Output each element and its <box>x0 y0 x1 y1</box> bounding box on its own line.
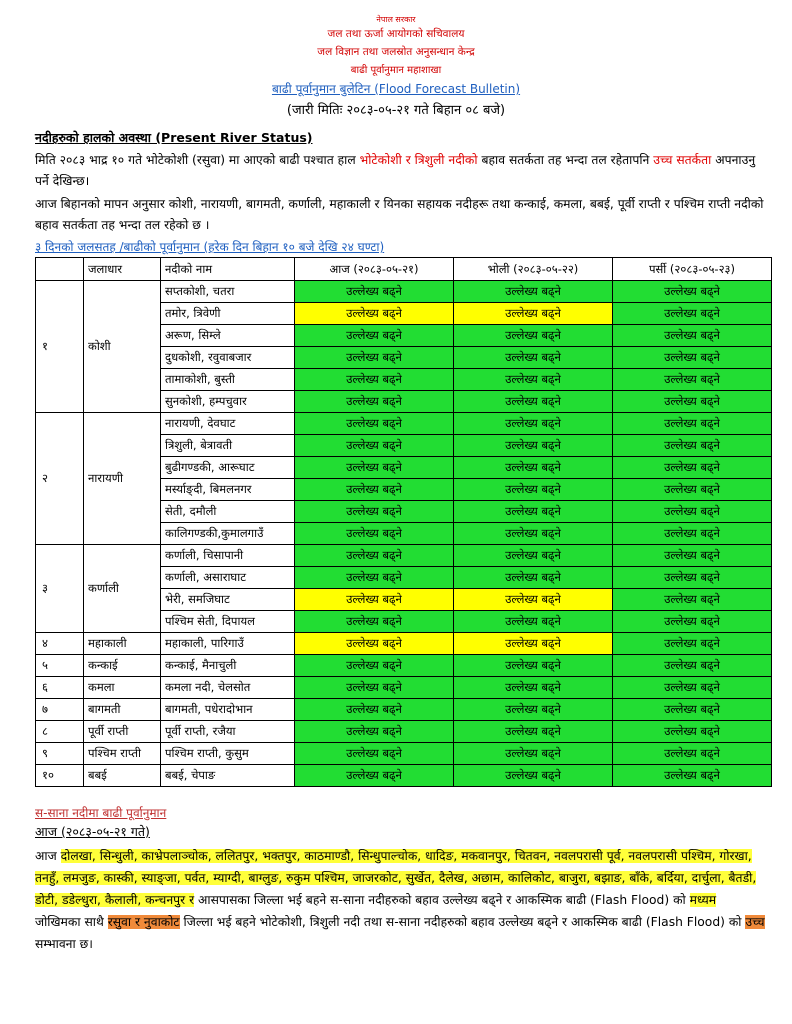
river-station: बागमती, पधेरादोभान <box>161 699 295 721</box>
bulletin-title: बाढी पूर्वानुमान बुलेटिन (Flood Forecast Bulletin) <box>271 82 521 96</box>
table-row <box>36 765 772 787</box>
forecast-day-after-cell: उल्लेख्य बढ्ने <box>613 589 772 611</box>
forecast-today-cell: उल्लेख्य बढ्ने <box>295 347 454 369</box>
header-day-after: पर्सी (२०८३-०५-२३) <box>613 258 772 281</box>
river-station: तामाकोशी, बुस्ती <box>161 369 295 391</box>
basin-name: नारायणी <box>84 413 161 545</box>
table-row <box>36 633 772 655</box>
basin-number: ५ <box>36 655 84 677</box>
river-station: नारायणी, देवघाट <box>161 413 295 435</box>
basin-number: ४ <box>36 633 84 655</box>
forecast-today-cell: उल्लेख्य बढ्ने <box>295 457 454 479</box>
forecast-today-cell: उल्लेख्य बढ्ने <box>295 655 454 677</box>
forecast-tomorrow-cell: उल्लेख्य बढ्ने <box>454 413 613 435</box>
river-station: पश्चिम सेती, दिपायल <box>161 611 295 633</box>
sr-text-a: आज <box>35 849 61 863</box>
forecast-tomorrow-cell: उल्लेख्य बढ्ने <box>454 391 613 413</box>
sr-rasuwa-highlight: रसुवा र नुवाकोट <box>107 915 180 929</box>
forecast-today-cell: उल्लेख्य बढ्ने <box>295 435 454 457</box>
forecast-tomorrow-cell: उल्लेख्य बढ्ने <box>454 303 613 325</box>
sr-text-e: सम्भावना छ। <box>35 937 93 951</box>
table-row <box>36 699 772 721</box>
river-station: महाकाली, पारिगाउँ <box>161 633 295 655</box>
present-status-paragraph-2: आज बिहानको मापन अनुसार कोशी, नारायणी, बागमती, कर्णाली, महाकाली र यिनका सहायक नदीहरू तथा कन्काई, कमला, बबई, पूर्वी राप्ती र पश्चिम राप्ती नदीको बहाव सतर्कता तह भन्दा तल रहेको छ । <box>35 197 764 232</box>
forecast-day-after-cell: उल्लेख्य बढ्ने <box>613 699 772 721</box>
forecast-tomorrow-cell: उल्लेख्य बढ्ने <box>454 633 613 655</box>
forecast-day-after-cell: उल्लेख्य बढ्ने <box>613 721 772 743</box>
forecast-today-cell: उल्लेख्य बढ्ने <box>295 325 454 347</box>
forecast-day-after-cell: उल्लेख्य बढ्ने <box>613 391 772 413</box>
forecast-day-after-cell: उल्लेख्य बढ्ने <box>613 479 772 501</box>
sr-districts-highlight: दोलखा, सिन्धुली, काभ्रेपलाञ्चोक, ललितपुर, भक्तपुर, काठमाण्डौ, सिन्धुपाल्चोक, धादिङ, मकवानपुर, चितवन, नवलपरासी पूर्व, नवलपरासी पश्चिम, गोरखा, तनहुँ, लमजुङ, कास्की, स्याङ्जा, पर्वत, म्याग्दी, बाग्लुङ, रुकुम पश्चिम, जाजरकोट, सुर्खेत, दैलेख, अछाम, कालिकोट, बाजुरा, बझाङ, बाँके, बर्दिया, दार्चुला, बैतडी, डोटी, डडेल्धुरा, कैलाली, कन्चनपुर र <box>35 849 757 907</box>
table-row <box>36 413 772 435</box>
forecast-table <box>35 257 772 787</box>
forecast-today-cell: उल्लेख्य बढ्ने <box>295 281 454 303</box>
forecast-day-after-cell: उल्लेख्य बढ्ने <box>613 677 772 699</box>
forecast-today-cell: उल्लेख्य बढ्ने <box>295 699 454 721</box>
basin-number: १ <box>36 281 84 413</box>
p1-rivers-highlight: भोटेकोशी र त्रिशुली नदीको <box>359 153 478 167</box>
river-station: कन्काई, मैनाचुली <box>161 655 295 677</box>
forecast-day-after-cell: उल्लेख्य बढ्ने <box>613 633 772 655</box>
river-station: त्रिशुली, बेत्रावती <box>161 435 295 457</box>
basin-number: ३ <box>36 545 84 633</box>
forecast-day-after-cell: उल्लेख्य बढ्ने <box>613 501 772 523</box>
table-row <box>36 545 772 567</box>
river-station: दुधकोशी, रवुवाबजार <box>161 347 295 369</box>
sr-high-highlight: उच्च <box>745 915 765 929</box>
present-status-title: नदीहरुको हालको अवस्था (Present River Status) <box>35 130 313 145</box>
basin-number: ६ <box>36 677 84 699</box>
river-station: कर्णाली, असाराघाट <box>161 567 295 589</box>
basin-name: बबई <box>84 765 161 787</box>
forecast-day-after-cell: उल्लेख्य बढ्ने <box>613 611 772 633</box>
sr-text-d: जिल्ला भई बहने भोटेकोशी, त्रिशुली नदी तथा स-साना नदीहरुको बहाव उल्लेख्य बढ्ने र आकस्मिक बाढी (Flash Flood) को <box>179 915 746 929</box>
basin-number: १० <box>36 765 84 787</box>
small-rivers-title: स-साना नदीमा बाढी पूर्वानुमान <box>35 806 167 820</box>
header-no <box>36 258 84 281</box>
forecast-today-cell: उल्लेख्य बढ्ने <box>295 413 454 435</box>
small-rivers-paragraph <box>35 845 765 955</box>
river-station: कर्णाली, चिसापानी <box>161 545 295 567</box>
basin-number: २ <box>36 413 84 545</box>
basin-number: ७ <box>36 699 84 721</box>
basin-name: कोशी <box>84 281 161 413</box>
p1-text-b: बहाव सतर्कता तह भन्दा तल रहेतापनि <box>477 153 654 167</box>
table-row <box>36 721 772 743</box>
header-today: आज (२०८३-०५-२१) <box>295 258 454 281</box>
forecast-day-after-cell: उल्लेख्य बढ्ने <box>613 413 772 435</box>
forecast-today-cell: उल्लेख्य बढ्ने <box>295 677 454 699</box>
forecast-tomorrow-cell: उल्लेख्य बढ्ने <box>454 567 613 589</box>
forecast-tomorrow-cell: उल्लेख्य बढ्ने <box>454 589 613 611</box>
small-rivers-today: आज (२०८३-०५-२१ गते) <box>35 824 150 839</box>
forecast-day-after-cell: उल्लेख्य बढ्ने <box>613 281 772 303</box>
header-basin: जलाधार <box>84 258 161 281</box>
river-station: कमला नदी, चेलसोत <box>161 677 295 699</box>
forecast-tomorrow-cell: उल्लेख्य बढ्ने <box>454 347 613 369</box>
header-govt: नेपाल सरकार <box>376 15 416 24</box>
forecast-tomorrow-cell: उल्लेख्य बढ्ने <box>454 545 613 567</box>
basin-name: बागमती <box>84 699 161 721</box>
forecast-tomorrow-cell: उल्लेख्य बढ्ने <box>454 743 613 765</box>
forecast-tomorrow-cell: उल्लेख्य बढ्ने <box>454 369 613 391</box>
forecast-tomorrow-cell: उल्लेख्य बढ्ने <box>454 281 613 303</box>
present-status-paragraph-1 <box>35 150 765 192</box>
issued-date: (जारी मितिः २०८३-०५-२१ गते बिहान ०८ बजे) <box>286 103 506 118</box>
forecast-day-after-cell: उल्लेख्य बढ्ने <box>613 325 772 347</box>
forecast-tomorrow-cell: उल्लेख्य बढ्ने <box>454 479 613 501</box>
basin-number: ९ <box>36 743 84 765</box>
p1-text-a: मिति २०८३ भाद्र १० गते भोटेकोशी (रसुवा) मा आएको बाढी पश्चात हाल <box>35 153 360 167</box>
forecast-today-cell: उल्लेख्य बढ्ने <box>295 479 454 501</box>
basin-name: कमला <box>84 677 161 699</box>
basin-number: ८ <box>36 721 84 743</box>
forecast-day-after-cell: उल्लेख्य बढ्ने <box>613 347 772 369</box>
table-row <box>36 655 772 677</box>
p1-text-c: अपनाउनु पर्ने देखिन्छ। <box>35 153 756 188</box>
forecast-day-after-cell: उल्लेख्य बढ्ने <box>613 303 772 325</box>
forecast-table-header <box>36 258 772 281</box>
p1-high-alert: उच्च सतर्कता <box>653 153 712 167</box>
header-ministry: जल तथा ऊर्जा आयोगको सचिवालय <box>327 28 465 40</box>
river-station: सुनकोशी, हम्पचुवार <box>161 391 295 413</box>
river-station: भेरी, समजिघाट <box>161 589 295 611</box>
basin-name: कर्णाली <box>84 545 161 633</box>
sr-text-c: जोखिमका साथै <box>35 915 108 929</box>
forecast-today-cell: उल्लेख्य बढ्ने <box>295 391 454 413</box>
basin-name: कन्काई <box>84 655 161 677</box>
forecast-tomorrow-cell: उल्लेख्य बढ्ने <box>454 677 613 699</box>
table-row <box>36 281 772 303</box>
river-station: तमोर, त्रिवेणी <box>161 303 295 325</box>
forecast-today-cell: उल्लेख्य बढ्ने <box>295 523 454 545</box>
river-station: सेती, दमौली <box>161 501 295 523</box>
forecast-today-cell: उल्लेख्य बढ्ने <box>295 589 454 611</box>
forecast-day-after-cell: उल्लेख्य बढ्ने <box>613 655 772 677</box>
forecast-tomorrow-cell: उल्लेख्य बढ्ने <box>454 435 613 457</box>
forecast-today-cell: उल्लेख्य बढ्ने <box>295 765 454 787</box>
forecast-day-after-cell: उल्लेख्य बढ्ने <box>613 743 772 765</box>
forecast-tomorrow-cell: उल्लेख्य बढ्ने <box>454 523 613 545</box>
header-department: जल विज्ञान तथा जलस्रोत अनुसन्धान केन्द्र <box>317 46 475 58</box>
forecast-day-after-cell: उल्लेख्य बढ्ने <box>613 369 772 391</box>
header-tomorrow: भोली (२०८३-०५-२२) <box>454 258 613 281</box>
river-station: अरूण, सिम्ले <box>161 325 295 347</box>
forecast-today-cell: उल्लेख्य बढ्ने <box>295 633 454 655</box>
forecast-tomorrow-cell: उल्लेख्य बढ्ने <box>454 765 613 787</box>
table-row <box>36 677 772 699</box>
forecast-today-cell: उल्लेख्य बढ्ने <box>295 567 454 589</box>
forecast-today-cell: उल्लेख्य बढ्ने <box>295 303 454 325</box>
sr-text-b: आसपासका जिल्ला भई बहने स-साना नदीहरुको बहाव उल्लेख्य बढ्ने र आकस्मिक बाढी (Flash Flood) को <box>194 893 690 907</box>
forecast-day-after-cell: उल्लेख्य बढ्ने <box>613 523 772 545</box>
river-station: सप्तकोशी, चतरा <box>161 281 295 303</box>
forecast-tomorrow-cell: उल्लेख्य बढ्ने <box>454 501 613 523</box>
forecast-tomorrow-cell: उल्लेख्य बढ्ने <box>454 457 613 479</box>
forecast-tomorrow-cell: उल्लेख्य बढ्ने <box>454 611 613 633</box>
header-division: बाढी पूर्वानुमान महाशाखा <box>350 65 442 76</box>
river-station: मर्स्याङ्दी, बिमलनगर <box>161 479 295 501</box>
basin-name: पश्चिम राप्ती <box>84 743 161 765</box>
river-station: पूर्वी राप्ती, रजैया <box>161 721 295 743</box>
river-station: बुढीगण्डकी, आरूघाट <box>161 457 295 479</box>
forecast-tomorrow-cell: उल्लेख्य बढ्ने <box>454 325 613 347</box>
forecast-day-after-cell: उल्लेख्य बढ्ने <box>613 545 772 567</box>
forecast-today-cell: उल्लेख्य बढ्ने <box>295 611 454 633</box>
river-station: कालिगण्डकी,कुमालगाउँ <box>161 523 295 545</box>
forecast-day-after-cell: उल्लेख्य बढ्ने <box>613 435 772 457</box>
forecast-tomorrow-cell: उल्लेख्य बढ्ने <box>454 699 613 721</box>
forecast-today-cell: उल्लेख्य बढ्ने <box>295 743 454 765</box>
forecast-table-title: ३ दिनको जलसतह /बाढीको पूर्वानुमान (हरेक दिन बिहान १० बजे देखि २४ घण्टा) <box>35 240 385 254</box>
forecast-day-after-cell: उल्लेख्य बढ्ने <box>613 457 772 479</box>
forecast-tomorrow-cell: उल्लेख्य बढ्ने <box>454 721 613 743</box>
forecast-tomorrow-cell: उल्लेख्य बढ्ने <box>454 655 613 677</box>
table-row <box>36 743 772 765</box>
river-station: पश्चिम राप्ती, कुसुम <box>161 743 295 765</box>
forecast-today-cell: उल्लेख्य बढ्ने <box>295 545 454 567</box>
basin-name: पूर्वी राप्ती <box>84 721 161 743</box>
river-station: बबई, चेपाङ <box>161 765 295 787</box>
forecast-day-after-cell: उल्लेख्य बढ्ने <box>613 567 772 589</box>
header-river: नदीको नाम <box>161 258 295 281</box>
sr-medium-highlight: मध्यम <box>689 893 717 907</box>
forecast-today-cell: उल्लेख्य बढ्ने <box>295 721 454 743</box>
forecast-today-cell: उल्लेख्य बढ्ने <box>295 501 454 523</box>
forecast-today-cell: उल्लेख्य बढ्ने <box>295 369 454 391</box>
basin-name: महाकाली <box>84 633 161 655</box>
forecast-day-after-cell: उल्लेख्य बढ्ने <box>613 765 772 787</box>
